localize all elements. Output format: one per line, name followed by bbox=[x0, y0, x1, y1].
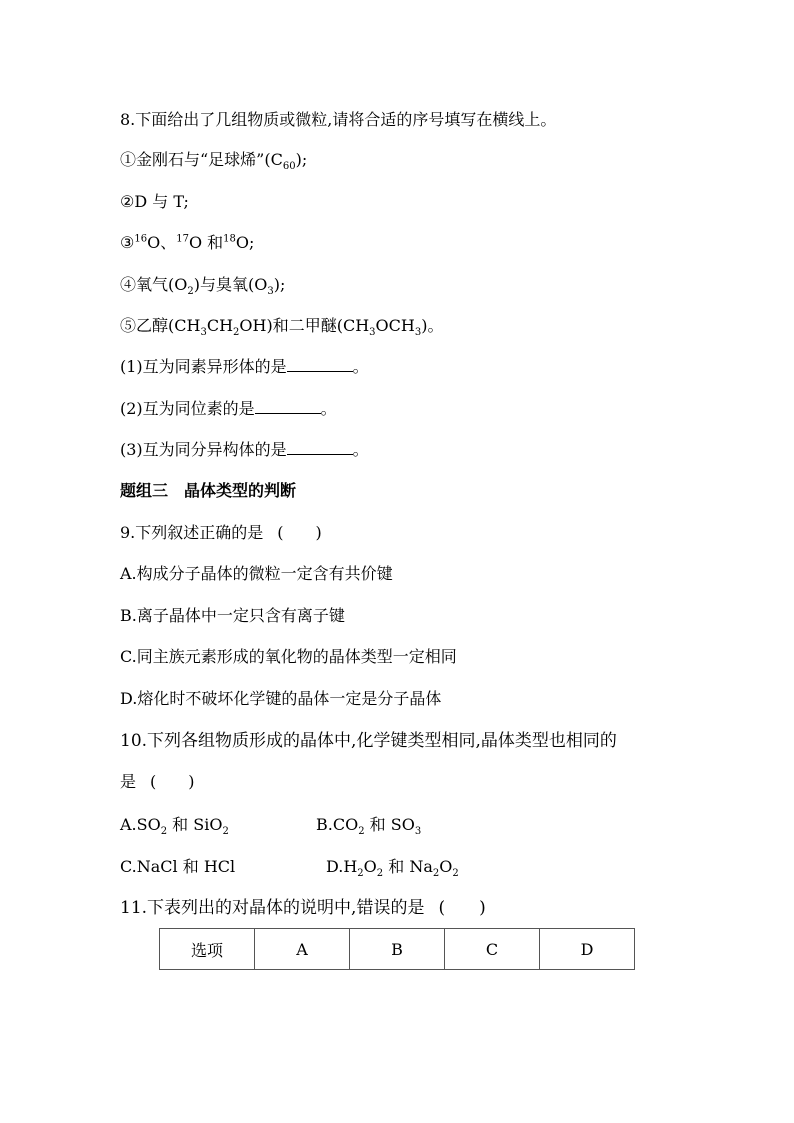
q10-option-b: $B.CO_2$ 和 $SO_3$ bbox=[316, 815, 422, 838]
table-header-cell: B bbox=[350, 929, 445, 970]
table-header-cell: A bbox=[255, 929, 350, 970]
answer-paren: ( ) bbox=[277, 523, 322, 542]
q10-stem-line1: 10.下列各组物质形成的晶体中,化学键类型相同,晶体类型也相同的 bbox=[120, 731, 617, 751]
table-header-cell: 选项 bbox=[160, 929, 255, 970]
q8-item-1: ①金刚石与“足球烯$”(C_{60})$; bbox=[120, 150, 308, 173]
q11-options-table bbox=[159, 928, 635, 970]
q8-item-2: ②D 与 T; bbox=[120, 192, 189, 211]
q10-stem-line2: 是 ( ) bbox=[120, 772, 195, 791]
answer-blank-1[interactable] bbox=[287, 357, 353, 372]
q8-subquestion-2: (2)互为同位素的是 。 bbox=[120, 399, 337, 418]
q10-option-a: $A.SO_2$ 和 SiO$_2$ bbox=[120, 815, 229, 838]
q8-item-3: ③$^{16}$O、$^{17}$O 和$^{18}$O; bbox=[120, 233, 255, 252]
table-header-row bbox=[160, 929, 635, 970]
q9-option-b: B.离子晶体中一定只含有离子键 bbox=[120, 606, 345, 625]
answer-paren: ( ) bbox=[150, 772, 195, 791]
q9-option-d: D.熔化时不破坏化学键的晶体一定是分子晶体 bbox=[120, 689, 442, 708]
q10-option-c: C.NaCl 和 HCl bbox=[120, 857, 236, 876]
q8-stem: 8.下面给出了几组物质或微粒,请将合适的序号填写在横线上。 bbox=[120, 110, 557, 129]
q8-item-4: ④氧气$(O_2)$与臭氧$(O_3)$; bbox=[120, 275, 286, 298]
table-header-cell: C bbox=[445, 929, 540, 970]
answer-blank-2[interactable] bbox=[255, 399, 321, 414]
q9-option-a: A.构成分子晶体的微粒一定含有共价键 bbox=[120, 564, 393, 583]
q10-option-d: $D.H_2O_2$ 和 $Na_2O_2$ bbox=[326, 857, 459, 880]
answer-blank-3[interactable] bbox=[287, 440, 353, 455]
q8-item-5: ⑤乙醇$(CH_3CH_2OH)$和二甲醚$(CH_3OCH_3)$。 bbox=[120, 316, 444, 339]
q11-stem: 11.下表列出的对晶体的说明中,错误的是 ( ) bbox=[120, 898, 486, 918]
section-heading: 题组三 晶体类型的判断 bbox=[120, 481, 297, 500]
q8-subquestion-1: (1)互为同素异形体的是 。 bbox=[120, 357, 369, 376]
q8-subquestion-3: (3)互为同分异构体的是 。 bbox=[120, 440, 369, 459]
q9-stem: 9.下列叙述正确的是 ( ) bbox=[120, 523, 322, 542]
table-header-cell: D bbox=[540, 929, 635, 970]
answer-paren: ( ) bbox=[438, 898, 486, 918]
q9-option-c: C.同主族元素形成的氧化物的晶体类型一定相同 bbox=[120, 647, 457, 666]
